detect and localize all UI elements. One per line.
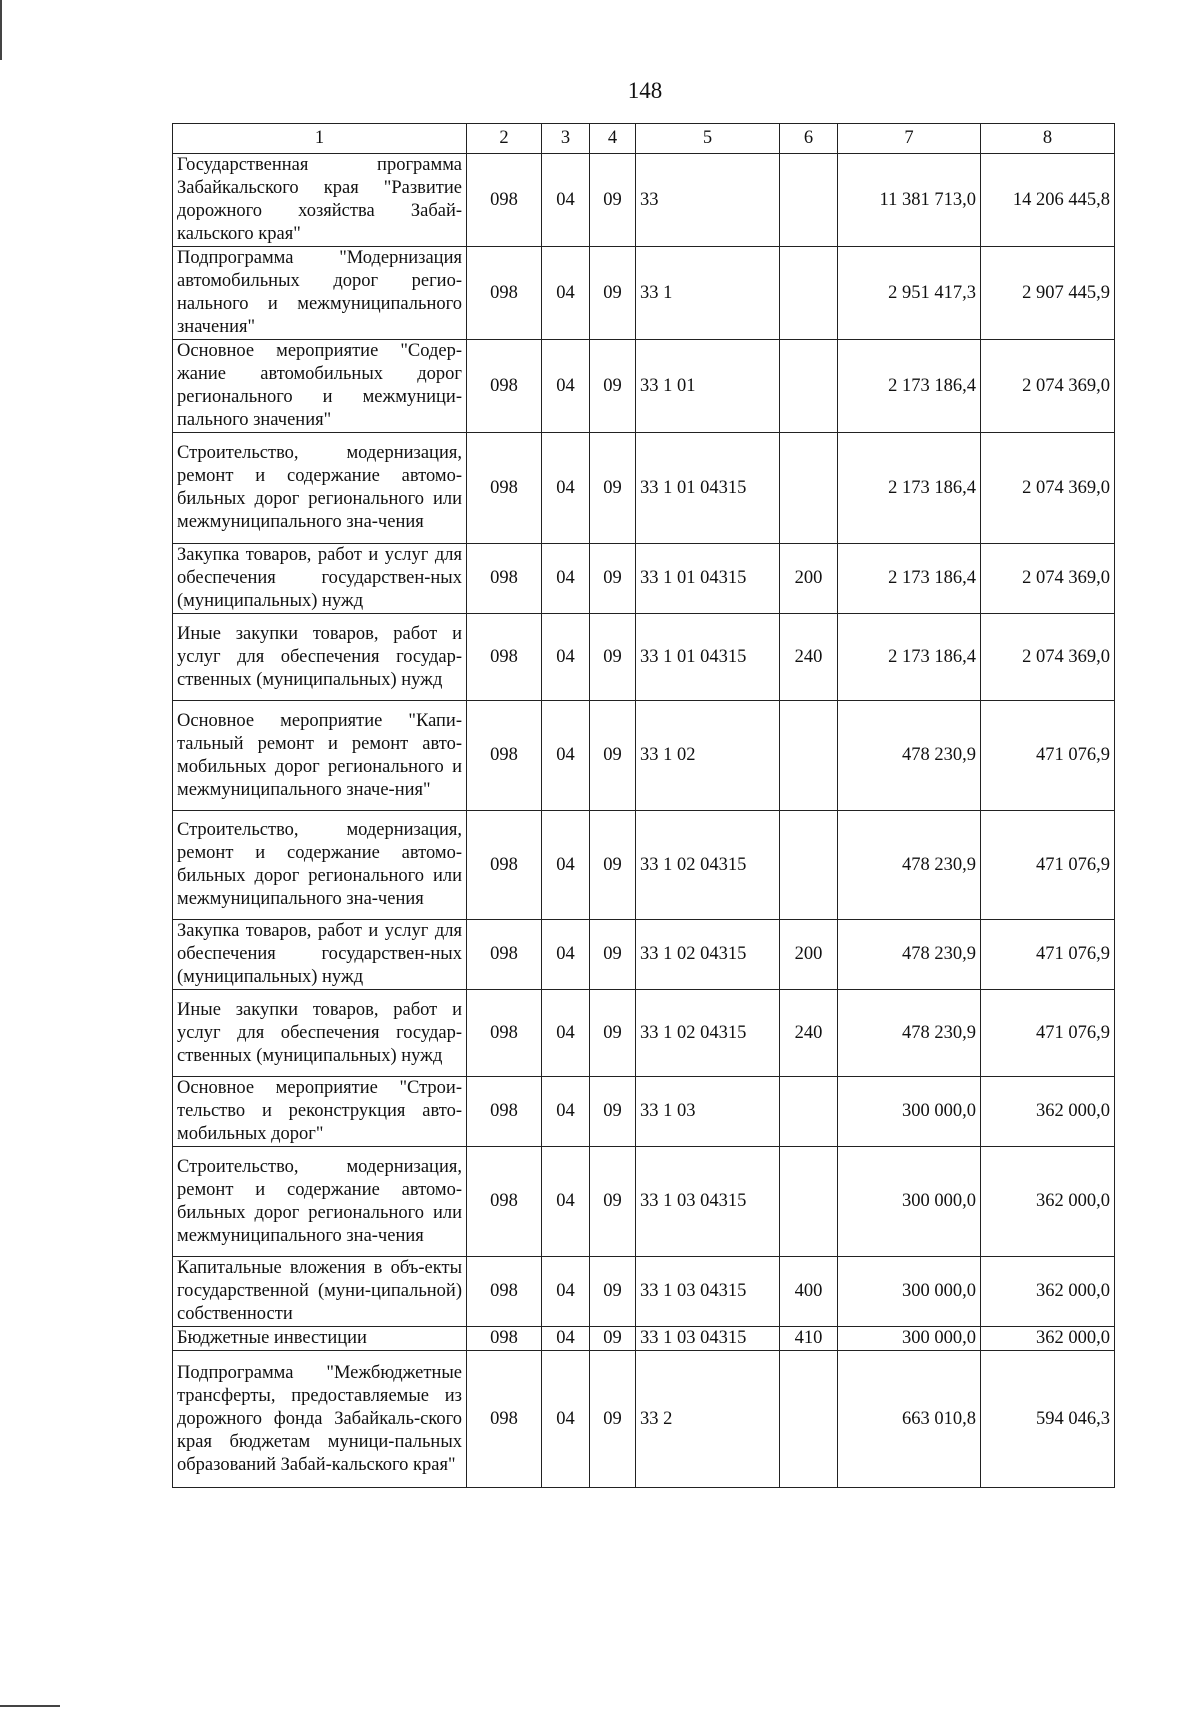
- cell-col2: 098: [467, 990, 542, 1077]
- cell-col7: 478 230,9: [838, 701, 981, 811]
- cell-col7: 300 000,0: [838, 1257, 981, 1327]
- cell-col7: 300 000,0: [838, 1147, 981, 1257]
- table-row: [173, 811, 1115, 920]
- row-name: Капитальные вложения в объ-екты государственной (муни-ципальной) собственности: [173, 1257, 467, 1327]
- scan-edge-mark: [0, 0, 2, 60]
- cell-col6: 400: [780, 1257, 838, 1327]
- cell-col5: 33 1 02 04315: [636, 920, 780, 990]
- table-row: [173, 990, 1115, 1077]
- cell-col6: [780, 154, 838, 247]
- cell-col7: 2 173 186,4: [838, 544, 981, 614]
- cell-col8: 362 000,0: [981, 1257, 1115, 1327]
- table-row: [173, 433, 1115, 544]
- cell-col7: 2 173 186,4: [838, 614, 981, 701]
- table-row: [173, 1327, 1115, 1351]
- cell-col4: 09: [590, 340, 636, 433]
- table-row: [173, 1351, 1115, 1488]
- row-name: Основное мероприятие "Строи-тельство и реконструкция авто-мобильных дорог": [173, 1077, 467, 1147]
- cell-col5: 33 1 02: [636, 701, 780, 811]
- cell-col4: 09: [590, 544, 636, 614]
- row-name: Бюджетные инвестиции: [173, 1327, 467, 1351]
- cell-col8: 2 074 369,0: [981, 340, 1115, 433]
- cell-col2: 098: [467, 701, 542, 811]
- table-row: [173, 154, 1115, 247]
- cell-col5: 33: [636, 154, 780, 247]
- cell-col3: 04: [542, 247, 590, 340]
- cell-col4: 09: [590, 614, 636, 701]
- table-row: [173, 544, 1115, 614]
- cell-col6: 200: [780, 544, 838, 614]
- cell-col7: 478 230,9: [838, 811, 981, 920]
- row-name: Государственная программа Забайкальского края "Развитие дорожного хозяйства Забай-кальского края": [173, 154, 467, 247]
- cell-col7: 300 000,0: [838, 1077, 981, 1147]
- cell-col8: 594 046,3: [981, 1351, 1115, 1488]
- cell-col4: 09: [590, 433, 636, 544]
- cell-col5: 33 1 01 04315: [636, 614, 780, 701]
- cell-col8: 14 206 445,8: [981, 154, 1115, 247]
- cell-col5: 33 1 03 04315: [636, 1257, 780, 1327]
- cell-col6: 200: [780, 920, 838, 990]
- cell-col3: 04: [542, 154, 590, 247]
- cell-col3: 04: [542, 1077, 590, 1147]
- table-row: [173, 701, 1115, 811]
- cell-col5: 33 1 01 04315: [636, 544, 780, 614]
- cell-col6: [780, 811, 838, 920]
- cell-col3: 04: [542, 614, 590, 701]
- cell-col8: 362 000,0: [981, 1327, 1115, 1351]
- row-name: Строительство, модернизация, ремонт и содержание автомо-бильных дорог регионального или межмуниципального зна-чения: [173, 433, 467, 544]
- cell-col2: 098: [467, 154, 542, 247]
- cell-col3: 04: [542, 1257, 590, 1327]
- table-row: [173, 340, 1115, 433]
- cell-col5: 33 2: [636, 1351, 780, 1488]
- cell-col5: 33 1 01 04315: [636, 433, 780, 544]
- cell-col2: 098: [467, 544, 542, 614]
- row-name: Иные закупки товаров, работ и услуг для обеспечения государ-ственных (муниципальных) нужд: [173, 614, 467, 701]
- cell-col4: 09: [590, 920, 636, 990]
- scan-edge-mark: [0, 1705, 60, 1707]
- cell-col2: 098: [467, 1077, 542, 1147]
- column-header-3: 3: [542, 124, 590, 154]
- cell-col3: 04: [542, 1351, 590, 1488]
- cell-col7: 2 951 417,3: [838, 247, 981, 340]
- cell-col3: 04: [542, 433, 590, 544]
- table-row: [173, 1077, 1115, 1147]
- cell-col8: 471 076,9: [981, 811, 1115, 920]
- cell-col8: 2 074 369,0: [981, 544, 1115, 614]
- row-name: Строительство, модернизация, ремонт и содержание автомо-бильных дорог регионального или межмуниципального зна-чения: [173, 811, 467, 920]
- cell-col5: 33 1: [636, 247, 780, 340]
- column-header-4: 4: [590, 124, 636, 154]
- cell-col3: 04: [542, 340, 590, 433]
- column-header-1: 1: [173, 124, 467, 154]
- table-row: [173, 614, 1115, 701]
- cell-col3: 04: [542, 920, 590, 990]
- cell-col8: 2 074 369,0: [981, 614, 1115, 701]
- cell-col5: 33 1 02 04315: [636, 990, 780, 1077]
- row-name: Основное мероприятие "Капи-тальный ремонт и ремонт авто-мобильных дорог регионального и межмуниципального значе-ния": [173, 701, 467, 811]
- cell-col2: 098: [467, 1327, 542, 1351]
- cell-col7: 11 381 713,0: [838, 154, 981, 247]
- cell-col6: [780, 433, 838, 544]
- cell-col4: 09: [590, 247, 636, 340]
- cell-col5: 33 1 01: [636, 340, 780, 433]
- cell-col2: 098: [467, 247, 542, 340]
- cell-col2: 098: [467, 1351, 542, 1488]
- row-name: Строительство, модернизация, ремонт и содержание автомо-бильных дорог регионального или межмуниципального зна-чения: [173, 1147, 467, 1257]
- cell-col2: 098: [467, 1257, 542, 1327]
- cell-col7: 300 000,0: [838, 1327, 981, 1351]
- cell-col2: 098: [467, 920, 542, 990]
- cell-col3: 04: [542, 990, 590, 1077]
- cell-col6: [780, 1077, 838, 1147]
- row-name: Основное мероприятие "Содер-жание автомобильных дорог регионального и межмуници-пального значения": [173, 340, 467, 433]
- table-row: [173, 1147, 1115, 1257]
- cell-col4: 09: [590, 701, 636, 811]
- table-row: [173, 920, 1115, 990]
- cell-col8: 471 076,9: [981, 920, 1115, 990]
- cell-col4: 09: [590, 1147, 636, 1257]
- column-header-7: 7: [838, 124, 981, 154]
- row-name: Закупка товаров, работ и услуг для обеспечения государствен-ных (муниципальных) нужд: [173, 544, 467, 614]
- cell-col6: [780, 340, 838, 433]
- cell-col4: 09: [590, 1351, 636, 1488]
- cell-col6: [780, 247, 838, 340]
- table-row: [173, 1257, 1115, 1327]
- cell-col4: 09: [590, 811, 636, 920]
- page-number: 148: [627, 78, 663, 103]
- cell-col2: 098: [467, 433, 542, 544]
- cell-col7: 2 173 186,4: [838, 340, 981, 433]
- cell-col7: 2 173 186,4: [838, 433, 981, 544]
- table-body: [173, 154, 1115, 1488]
- cell-col7: 478 230,9: [838, 990, 981, 1077]
- budget-table: [172, 123, 1115, 1488]
- cell-col8: 471 076,9: [981, 990, 1115, 1077]
- cell-col4: 09: [590, 154, 636, 247]
- cell-col3: 04: [542, 544, 590, 614]
- column-header-5: 5: [636, 124, 780, 154]
- cell-col7: 663 010,8: [838, 1351, 981, 1488]
- cell-col5: 33 1 02 04315: [636, 811, 780, 920]
- cell-col8: 362 000,0: [981, 1147, 1115, 1257]
- cell-col8: 2 074 369,0: [981, 433, 1115, 544]
- cell-col6: 240: [780, 990, 838, 1077]
- column-header-6: 6: [780, 124, 838, 154]
- cell-col8: 471 076,9: [981, 701, 1115, 811]
- cell-col4: 09: [590, 1077, 636, 1147]
- cell-col3: 04: [542, 1147, 590, 1257]
- cell-col2: 098: [467, 811, 542, 920]
- table-row: [173, 247, 1115, 340]
- row-name: Закупка товаров, работ и услуг для обеспечения государствен-ных (муниципальных) нужд: [173, 920, 467, 990]
- cell-col5: 33 1 03: [636, 1077, 780, 1147]
- cell-col6: [780, 1351, 838, 1488]
- cell-col4: 09: [590, 1327, 636, 1351]
- column-header-8: 8: [981, 124, 1115, 154]
- header-row: [173, 124, 1115, 154]
- cell-col2: 098: [467, 340, 542, 433]
- row-name: Подпрограмма "Модернизация автомобильных дорог регио-нального и межмуниципального значения": [173, 247, 467, 340]
- cell-col6: 240: [780, 614, 838, 701]
- row-name: Иные закупки товаров, работ и услуг для обеспечения государ-ственных (муниципальных) нужд: [173, 990, 467, 1077]
- cell-col6: 410: [780, 1327, 838, 1351]
- cell-col6: [780, 1147, 838, 1257]
- cell-col6: [780, 701, 838, 811]
- cell-col5: 33 1 03 04315: [636, 1327, 780, 1351]
- cell-col5: 33 1 03 04315: [636, 1147, 780, 1257]
- cell-col4: 09: [590, 990, 636, 1077]
- cell-col8: 2 907 445,9: [981, 247, 1115, 340]
- cell-col3: 04: [542, 701, 590, 811]
- cell-col2: 098: [467, 614, 542, 701]
- row-name: Подпрограмма "Межбюджетные трансферты, предоставляемые из дорожного фонда Забайкаль-ского края бюджетам муници-пальных образований Забай-кальского края": [173, 1351, 467, 1488]
- column-header-2: 2: [467, 124, 542, 154]
- table-header: [173, 124, 1115, 154]
- cell-col4: 09: [590, 1257, 636, 1327]
- cell-col7: 478 230,9: [838, 920, 981, 990]
- cell-col3: 04: [542, 811, 590, 920]
- cell-col2: 098: [467, 1147, 542, 1257]
- cell-col3: 04: [542, 1327, 590, 1351]
- cell-col8: 362 000,0: [981, 1077, 1115, 1147]
